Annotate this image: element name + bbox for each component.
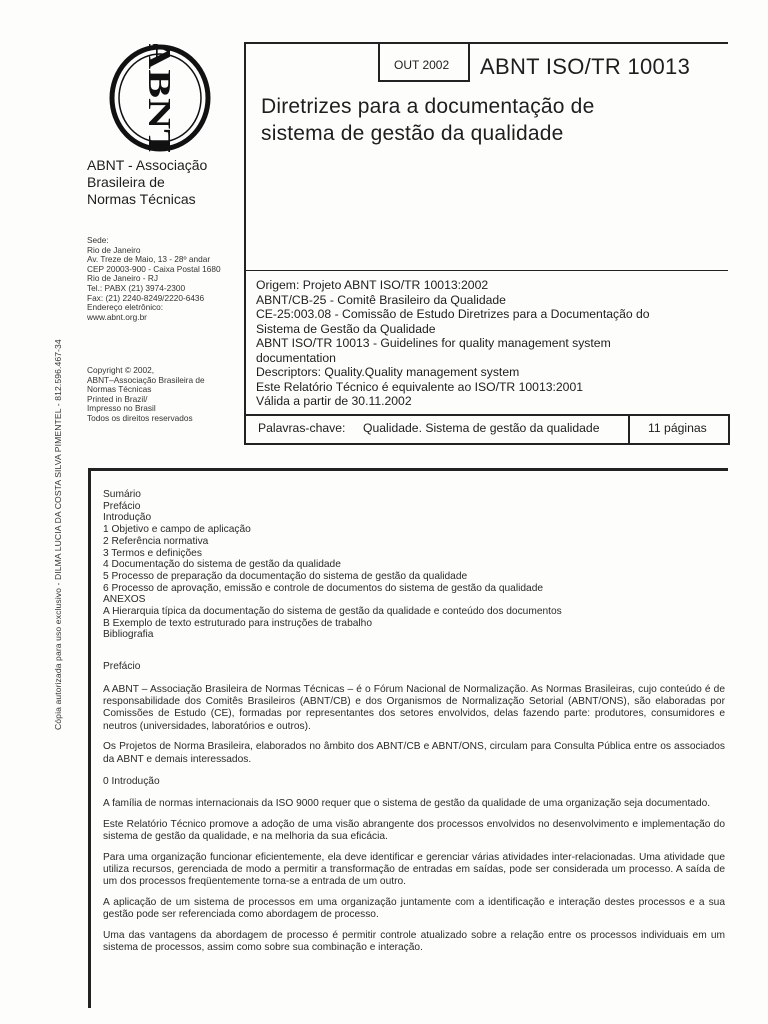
header-date-rule bbox=[378, 80, 470, 82]
introducao-heading: 0 Introdução bbox=[103, 775, 160, 787]
date-box-left-rule bbox=[378, 42, 380, 82]
toc-item: 2 Referência normativa bbox=[103, 535, 209, 547]
side-copyright-note: Cópia autorizada para uso exclusivo - DILMA LUCIA DA COSTA SILVA PIMENTEL - 812.596.467-34 bbox=[53, 339, 63, 730]
address-line: Tel.: PABX (21) 3974-2300 bbox=[87, 282, 186, 293]
organization-name bbox=[87, 157, 207, 208]
prefacio-paragraph: A ABNT – Associação Brasileira de Normas Técnicas – é o Fórum Nacional de Normalização. As Normas Brasileiras, cujo conteúdo é de responsabilidade dos Comitês Brasileiros (ABNT/CB) e dos Organismos de Normalização Setorial (ABNT/ONS), são elaboradas por Comissões de Estudo (CE), formadas por representantes dos setores envolvidos, delas fazendo parte: produtores, consumidores e neutros (universidades, laboratórios e outros). bbox=[103, 683, 725, 732]
address-line: www.abnt.org.br bbox=[87, 311, 147, 322]
page-count: 11 páginas bbox=[648, 421, 707, 435]
toc-item: Prefácio bbox=[103, 500, 141, 512]
origem-line: ABNT/CB-25 - Comitê Brasileiro da Qualidade bbox=[256, 292, 506, 307]
address-block bbox=[87, 236, 221, 322]
prefacio-paragraph: Os Projetos de Norma Brasileira, elaborados no âmbito dos ABNT/CB e ABNT/ONS, circulam para Consulta Pública entre os associados da ABNT e demais interessados. bbox=[103, 741, 725, 765]
svg-text:ABNT: ABNT bbox=[141, 44, 177, 152]
address-line: Fax: (21) 2240-8249/2220-6436 bbox=[87, 292, 205, 303]
introducao-paragraph: Uma das vantagens da abordagem de processo é permitir controle atualizado sobre a relação entre os processos individuais em um sistema de processos, assim como sobre sua combinação e interação. bbox=[103, 929, 725, 954]
copyright-line: Printed in Brazil/ bbox=[87, 393, 148, 404]
toc-item: 5 Processo de preparação da documentação do sistema de gestão da qualidade bbox=[103, 570, 468, 582]
introducao-paragraph: Este Relatório Técnico promove a adoção de uma visão abrangente dos processos envolvidos no desenvolvimento e implementação do sistema de gestão da qualidade, e na melhoria da sua eficácia. bbox=[103, 818, 725, 843]
publication-date: OUT 2002 bbox=[394, 58, 450, 72]
document-title bbox=[261, 93, 594, 147]
origem-top-rule bbox=[244, 270, 728, 271]
copyright-line: Todos os direitos reservados bbox=[87, 412, 193, 423]
copyright-line: ABNT–Associação Brasileira de bbox=[87, 374, 205, 385]
origem-line: Este Relatório Técnico é equivalente ao ISO/TR 10013:2001 bbox=[256, 379, 584, 394]
origem-line: Descriptors: Quality.Quality management system bbox=[256, 365, 520, 379]
title-line-1: Diretrizes para a documentação de bbox=[261, 95, 595, 118]
body-top-rule bbox=[88, 468, 728, 471]
address-line: Rio de Janeiro - RJ bbox=[87, 273, 159, 284]
toc-item: Sumário bbox=[103, 489, 141, 500]
org-line-1: ABNT - Associação bbox=[87, 157, 208, 173]
document-body bbox=[103, 489, 725, 962]
body-left-rule bbox=[88, 468, 91, 1008]
origem-line: Sistema de Gestão da Qualidade bbox=[256, 321, 436, 336]
keywords-label: Palavras-chave: bbox=[258, 421, 346, 435]
address-line: Endereço eletrônico: bbox=[87, 302, 164, 313]
origem-block bbox=[256, 278, 650, 409]
standard-code: ABNT ISO/TR 10013 bbox=[480, 54, 691, 79]
toc-item: 4 Documentação do sistema de gestão da qualidade bbox=[103, 559, 341, 571]
origem-line: CE-25:003.08 - Comissão de Estudo Diretrizes para a Documentação do bbox=[256, 307, 650, 321]
copyright-line: Impresso no Brasil bbox=[87, 403, 156, 414]
keywords-divider bbox=[628, 414, 630, 444]
origem-line: Válida a partir de 30.11.2002 bbox=[256, 394, 412, 408]
address-line: CEP 20003-900 - Caixa Postal 1680 bbox=[87, 263, 221, 274]
address-line: Sede: bbox=[87, 235, 109, 245]
copyright-line: Copyright © 2002, bbox=[87, 365, 154, 375]
copyright-block bbox=[87, 366, 205, 424]
origem-line: Origem: Projeto ABNT ISO/TR 10013:2002 bbox=[256, 278, 489, 292]
address-line: Rio de Janeiro bbox=[87, 244, 141, 255]
date-box-right-rule bbox=[468, 42, 470, 82]
address-line: Av. Treze de Maio, 13 - 28º andar bbox=[87, 254, 211, 265]
introducao-paragraph: A aplicação de um sistema de processos em uma organização juntamente com a identificação e interação destes processos e a sua gestão pode ser referenciada como abordagem de processo. bbox=[103, 896, 725, 921]
abnt-logo bbox=[108, 44, 212, 152]
origem-line: documentation bbox=[256, 350, 336, 365]
toc-item: ANEXOS bbox=[103, 594, 146, 606]
header-top-rule bbox=[244, 42, 728, 44]
header-left-rule bbox=[244, 42, 246, 444]
introducao-paragraph: A família de normas internacionais da ISO 9000 requer que o sistema de gestão da qualidade de uma organização seja documentado. bbox=[103, 798, 711, 810]
toc-item: A Hierarquia típica da documentação do sistema de gestão da qualidade e conteúdo dos documentos bbox=[103, 606, 562, 618]
toc-item: 3 Termos e definições bbox=[103, 547, 202, 559]
toc-item: 1 Objetivo e campo de aplicação bbox=[103, 524, 251, 536]
toc-item: Bibliografia bbox=[103, 629, 154, 641]
introducao-paragraph: Para uma organização funcionar eficientemente, ela deve identificar e gerenciar várias atividades inter-relacionadas. Uma atividade que utiliza recursos, gerenciada de modo a permitir a transformação de entradas em saídas, pode ser considerada um processo. A saída de um dos processos freqüentemente torna-se a entrada de um outro. bbox=[103, 851, 725, 888]
toc-item: B Exemplo de texto estruturado para instruções de trabalho bbox=[103, 617, 372, 629]
copyright-line: Normas Técnicas bbox=[87, 384, 152, 395]
table-of-contents bbox=[103, 489, 725, 641]
abnt-logo-icon bbox=[108, 44, 212, 152]
org-line-2: Brasileira de bbox=[87, 174, 165, 190]
origem-line: ABNT ISO/TR 10013 - Guidelines for quality management system bbox=[256, 336, 611, 350]
org-line-3: Normas Técnicas bbox=[87, 191, 196, 207]
prefacio-heading: Prefácio bbox=[103, 661, 141, 673]
toc-item: 6 Processo de aprovação, emissão e controle de documentos do sistema de gestão da qualidade bbox=[103, 582, 544, 594]
keywords-value: Qualidade. Sistema de gestão da qualidade bbox=[363, 421, 600, 435]
toc-item: Introdução bbox=[103, 512, 152, 524]
title-line-2: sistema de gestão da qualidade bbox=[261, 122, 564, 145]
